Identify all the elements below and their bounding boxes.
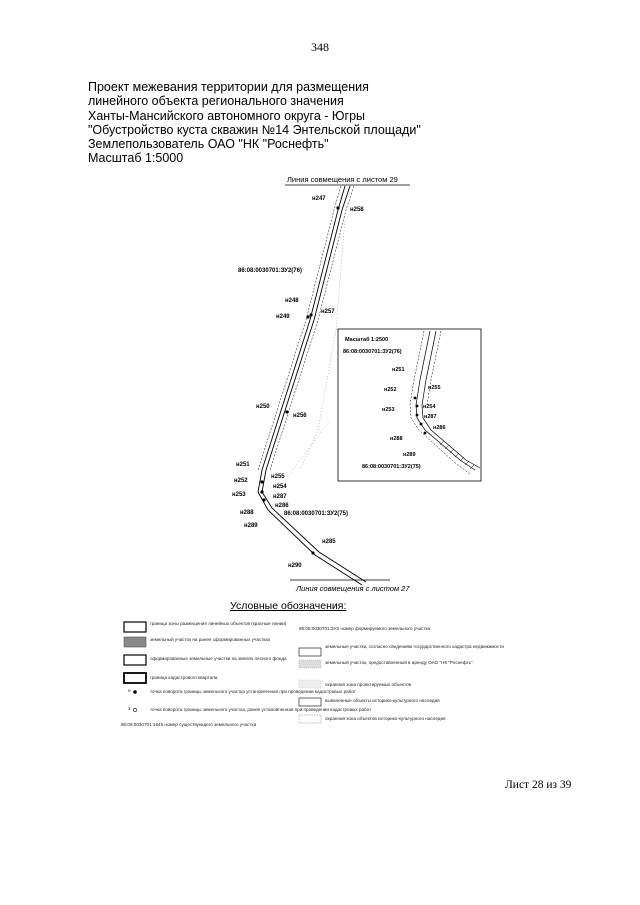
legend-symbol-turn-point [133, 690, 137, 694]
legend-symbol-red-lines [124, 622, 146, 632]
point-label: н255 [428, 385, 441, 391]
inset-parcel-label: 86:08:0030701:ЗУ2(76) [343, 349, 402, 355]
point-label: н250 [256, 404, 270, 410]
point-label: н251 [392, 367, 405, 373]
legend-item: граница кадастрового квартала [150, 675, 218, 680]
legend-symbol-existing-parcel [124, 637, 146, 647]
point-label: н251 [236, 462, 250, 468]
point-label: н288 [240, 510, 254, 516]
legend-title: Условные обозначения: [230, 600, 347, 612]
point-label: н254 [273, 484, 287, 490]
legend-symbol-leased-parcel [299, 660, 321, 668]
legend-symbol-heritage-objects [299, 698, 321, 706]
legend-item: точка поворота границы земельного участка установленная при проведении кадастровых работ [150, 689, 356, 694]
inset-scale: Масштаб 1:2500 [345, 337, 389, 343]
point-label: н286 [433, 425, 446, 431]
point-label: н252 [234, 478, 248, 484]
legend-item: охранная зона проектируемых объектов [325, 682, 412, 687]
legend-item: выявленные объекты историко-культурного наследия [325, 698, 440, 703]
sheet-footer: Лист 28 из 39 [505, 779, 572, 791]
legend-marker: 1 [128, 706, 131, 711]
point-label: н257 [321, 309, 335, 315]
legend-item: сформированные земельные участки на землях лесного фонда [150, 656, 287, 661]
point-label: н247 [312, 196, 326, 202]
title-line: Проект межевания территории для размещения [88, 80, 369, 94]
point-label: н248 [285, 298, 299, 304]
legend-item: земельный участок, предоставленный в аренду ОАО "НК "Роснефть" [325, 660, 473, 665]
parcel-label: 86:08:0030701:ЗУ2(75) [284, 511, 348, 517]
point-label: н253 [232, 492, 246, 498]
title-line: линейного объекта регионального значения [88, 94, 344, 109]
point-label: н287 [424, 414, 437, 420]
point-label: н256 [293, 413, 307, 419]
point-label: н253 [382, 407, 395, 413]
legend-symbol-prior-point [133, 708, 136, 711]
point-label: н249 [276, 314, 290, 320]
legend-symbol-formed-parcels [124, 655, 146, 665]
page-number: 348 [311, 40, 329, 54]
title-line: Ханты-Мансийского автономного округа - Югры [88, 108, 366, 123]
legend-symbol-heritage-zone [299, 715, 321, 723]
point-label: н286 [275, 503, 289, 509]
point-label: н288 [390, 436, 403, 442]
legend-item: граница зоны размещения линейных объектов (красные линии) [150, 621, 287, 626]
parcel-label: 86:08:0030701:ЗУ2(76) [238, 268, 302, 274]
junction-label-bottom: Линия совмещения с листом 27 [296, 584, 410, 593]
legend-item: охранная зона объектов историко-культурного наследия [325, 716, 446, 721]
title-line: Масштаб 1:5000 [88, 151, 184, 166]
point-label: н255 [271, 474, 285, 480]
inset-parcel-label: 86:08:0030701:ЗУ2(75) [362, 464, 421, 470]
point-label: н254 [423, 404, 436, 410]
point-label: н285 [322, 539, 336, 545]
legend-symbol-quarter-boundary [124, 673, 146, 683]
point-label: н252 [384, 387, 397, 393]
title-line: "Обустройство куста скважин №14 Энтельской площади" [88, 122, 421, 137]
point-label: н289 [403, 452, 416, 458]
legend-item: 86:08:0030701:1845 номер существующего земельного участка [121, 722, 257, 727]
legend-symbol-protection-zone [299, 680, 321, 688]
legend-symbol-gkn-parcels [299, 648, 321, 656]
point-label: н287 [273, 494, 287, 500]
title-line: Землепользователь ОАО "НК "Роснефть" [88, 137, 329, 152]
legend-item: 86:08:0030701:ЗУ2 номер формируемого земельного участка [299, 626, 431, 631]
legend-item: земельные участки, согласно сведениям государственного кадастра недвижимости [325, 644, 504, 649]
legend-marker: н [128, 688, 131, 693]
point-label: н290 [288, 563, 302, 569]
point-label: н258 [350, 207, 364, 213]
legend-item: точка поворота границы земельного участка, ранее установленная при проведении кадастровых работ [150, 707, 372, 712]
junction-label-top: Линия совмещения с листом 29 [287, 175, 398, 184]
legend-item: земельный участок на ранее сформированных участках [150, 637, 271, 642]
point-label: н289 [244, 523, 258, 529]
